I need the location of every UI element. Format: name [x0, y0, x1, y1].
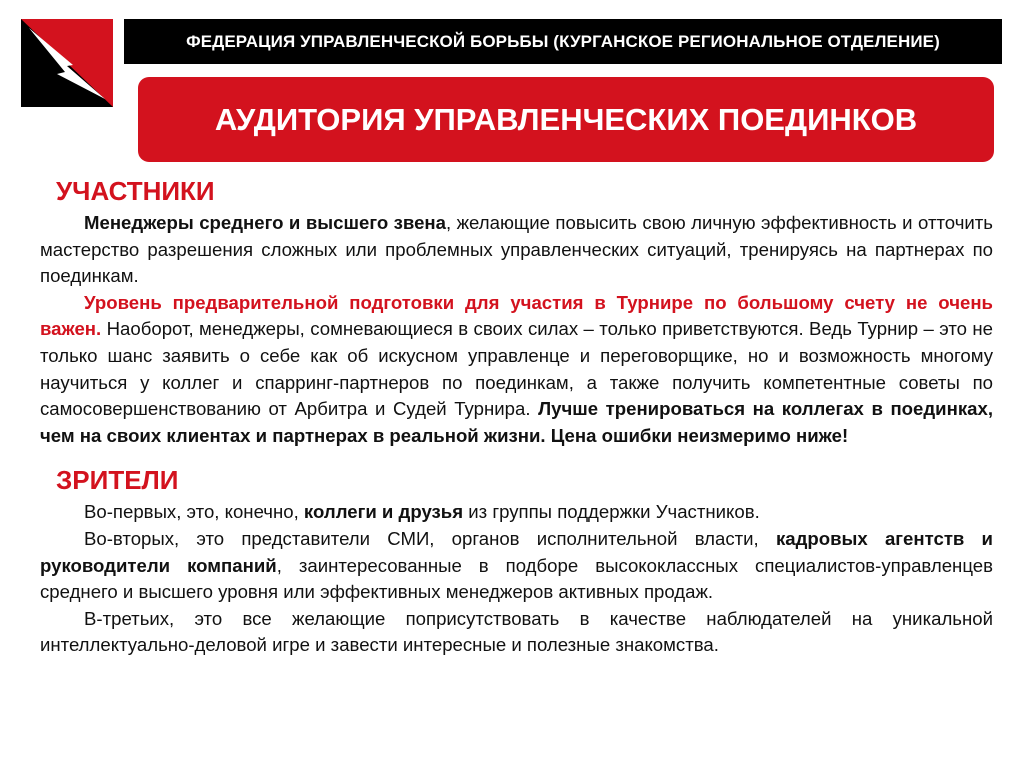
participants-p2-bold: Лучше тренироваться на коллегах в поединках, чем на своих клиентах и партнерах в реальной жизни. Цена ошибки неизмеримо ниже!: [40, 398, 994, 446]
main-content: [40, 172, 993, 659]
spectators-p1-text1: Во-первых, это, конечно,: [84, 501, 304, 523]
spectators-heading: ЗРИТЕЛИ: [56, 465, 179, 496]
spectators-paragraph-3: [40, 606, 993, 659]
title-banner: [138, 77, 994, 162]
spectators-p3-text: В-третьих, это все желающие поприсутствовать в качестве наблюдателей на уникальной интеллектуально-деловой игре и завести интересные и полезные знакомства.: [40, 607, 993, 656]
participants-p1-bold: Менеджеры среднего и высшего звена: [84, 212, 446, 233]
spectators-p2-text1: Во-вторых, это представители СМИ, органов исполнительной власти,: [84, 527, 776, 549]
spectators-p1-bold: коллеги и друзья: [303, 501, 464, 523]
federation-header: [124, 19, 1002, 64]
spectators-p1-text2: из группы поддержки Участников.: [463, 501, 760, 523]
page-title: АУДИТОРИЯ УПРАВЛЕНЧЕСКИХ ПОЕДИНКОВ: [214, 101, 918, 137]
participants-paragraph-2: [40, 290, 993, 450]
spectators-paragraph-1: [40, 499, 993, 526]
participants-heading: УЧАСТНИКИ: [56, 176, 215, 206]
spectators-paragraph-2: [40, 526, 993, 606]
federation-title: ФЕДЕРАЦИЯ УПРАВЛЕНЧЕСКОЙ БОРЬБЫ (КУРГАНСКОЕ РЕГИОНАЛЬНОЕ ОТДЕЛЕНИЕ): [186, 31, 940, 51]
lightning-bolt-icon: [21, 19, 113, 107]
spectators-p2-text2: , заинтересованные в подборе высококлассных специалистов-управленцев среднего и высшего уровня или эффективных менеджеров активных продаж.: [40, 554, 993, 603]
spectators-p2-bold: кадровых агентств и руководители компаний: [40, 527, 993, 576]
participants-paragraph-1: [40, 210, 993, 290]
participants-p2-text: Наоборот, менеджеры, сомневающиеся в своих силах – только приветствуются. Ведь Турнир – это не только шанс заявить о себе как об искусном управленце и переговорщике, но и возможность многому научиться у коллег и спарринг-партнеров по поединкам, а также получить компетентные советы по самосовершенствованию от Арбитра и Судей Турнира.: [40, 318, 993, 420]
participants-p1-text: , желающие повысить свою личную эффективность и отточить мастерство разрешения сложных или проблемных управленческих ситуаций, тренируясь на партнерах по поединкам.: [40, 212, 993, 287]
participants-p2-highlight: Уровень предварительной подготовки для участия в Турнире по большому счету не очень важен.: [40, 291, 993, 340]
